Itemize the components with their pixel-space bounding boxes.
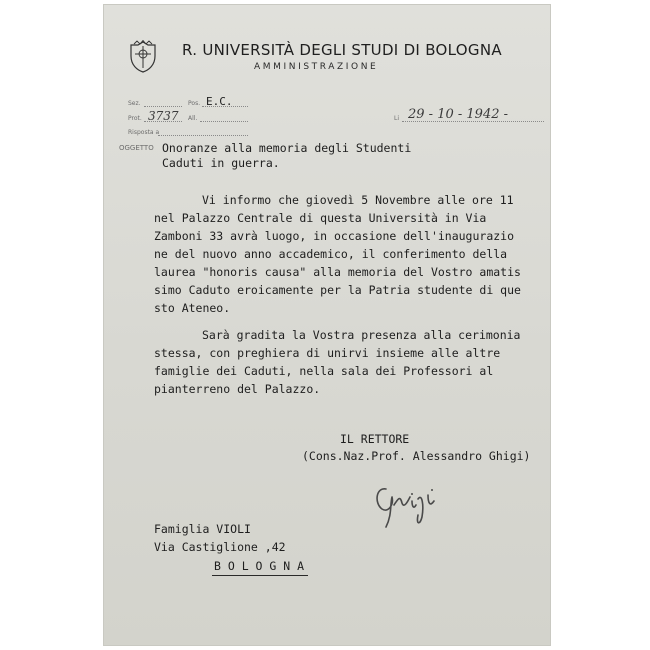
body-line: ne del nuovo anno accademico, il conferimento della <box>154 247 508 261</box>
city-underline <box>212 575 308 576</box>
pos-label: Pos. <box>188 100 201 107</box>
risposta-label: Risposta a <box>128 129 160 136</box>
signatory-name: (Cons.Naz.Prof. Alessandro Ghigi) <box>302 449 531 463</box>
recipient-name: Famiglia VIOLI <box>154 522 251 536</box>
risposta-line <box>158 135 248 136</box>
prot-label: Prot. <box>128 115 142 122</box>
letter-sheet <box>104 5 550 645</box>
signatory-title: IL RETTORE <box>340 432 410 446</box>
all-label: All. <box>188 115 198 122</box>
subject-line-1: Onoranze alla memoria degli Studenti <box>162 141 412 155</box>
pos-value: E.C. <box>206 95 233 108</box>
all-line <box>200 121 248 122</box>
prot-number: 3737 <box>148 109 179 123</box>
body-line: pianterreno del Palazzo. <box>154 382 321 396</box>
body-line: Zamboni 33 avrà luogo, in occasione dell'inaugurazio <box>154 229 515 243</box>
body-line: stessa, con preghiera di unirvi insieme alle altre <box>154 346 501 360</box>
body-line: sto Ateneo. <box>154 301 231 315</box>
sez-label: Sez. <box>128 100 141 107</box>
subject-line-2: Caduti in guerra. <box>162 156 280 170</box>
rector-signature <box>372 475 448 535</box>
body-line: nel Palazzo Centrale di questa Università in Via <box>154 211 487 225</box>
body-line: Sarà gradita la Vostra presenza alla cerimonia <box>202 328 521 342</box>
body-line: Vi informo che giovedì 5 Novembre alle ore 11 <box>202 193 514 207</box>
sez-line <box>144 106 182 107</box>
body-line: famiglie dei Caduti, nella sala dei Professori al <box>154 364 494 378</box>
recipient-city: B O L O G N A <box>214 559 305 573</box>
university-crest-icon <box>128 40 158 74</box>
department-name: AMMINISTRAZIONE <box>254 62 379 72</box>
university-name: R. UNIVERSITÀ DEGLI STUDI DI BOLOGNA <box>182 41 502 59</box>
li-label: Li <box>394 115 400 122</box>
body-line: laurea "honoris causa" alla memoria del Vostro amatis <box>154 265 521 279</box>
oggetto-label: OGGETTO <box>119 144 154 152</box>
letter-date: 29 - 10 - 1942 - <box>408 107 509 122</box>
body-line: simo Caduto eroicamente per la Patria studente di que <box>154 283 521 297</box>
recipient-street: Via Castiglione ,42 <box>154 540 286 554</box>
